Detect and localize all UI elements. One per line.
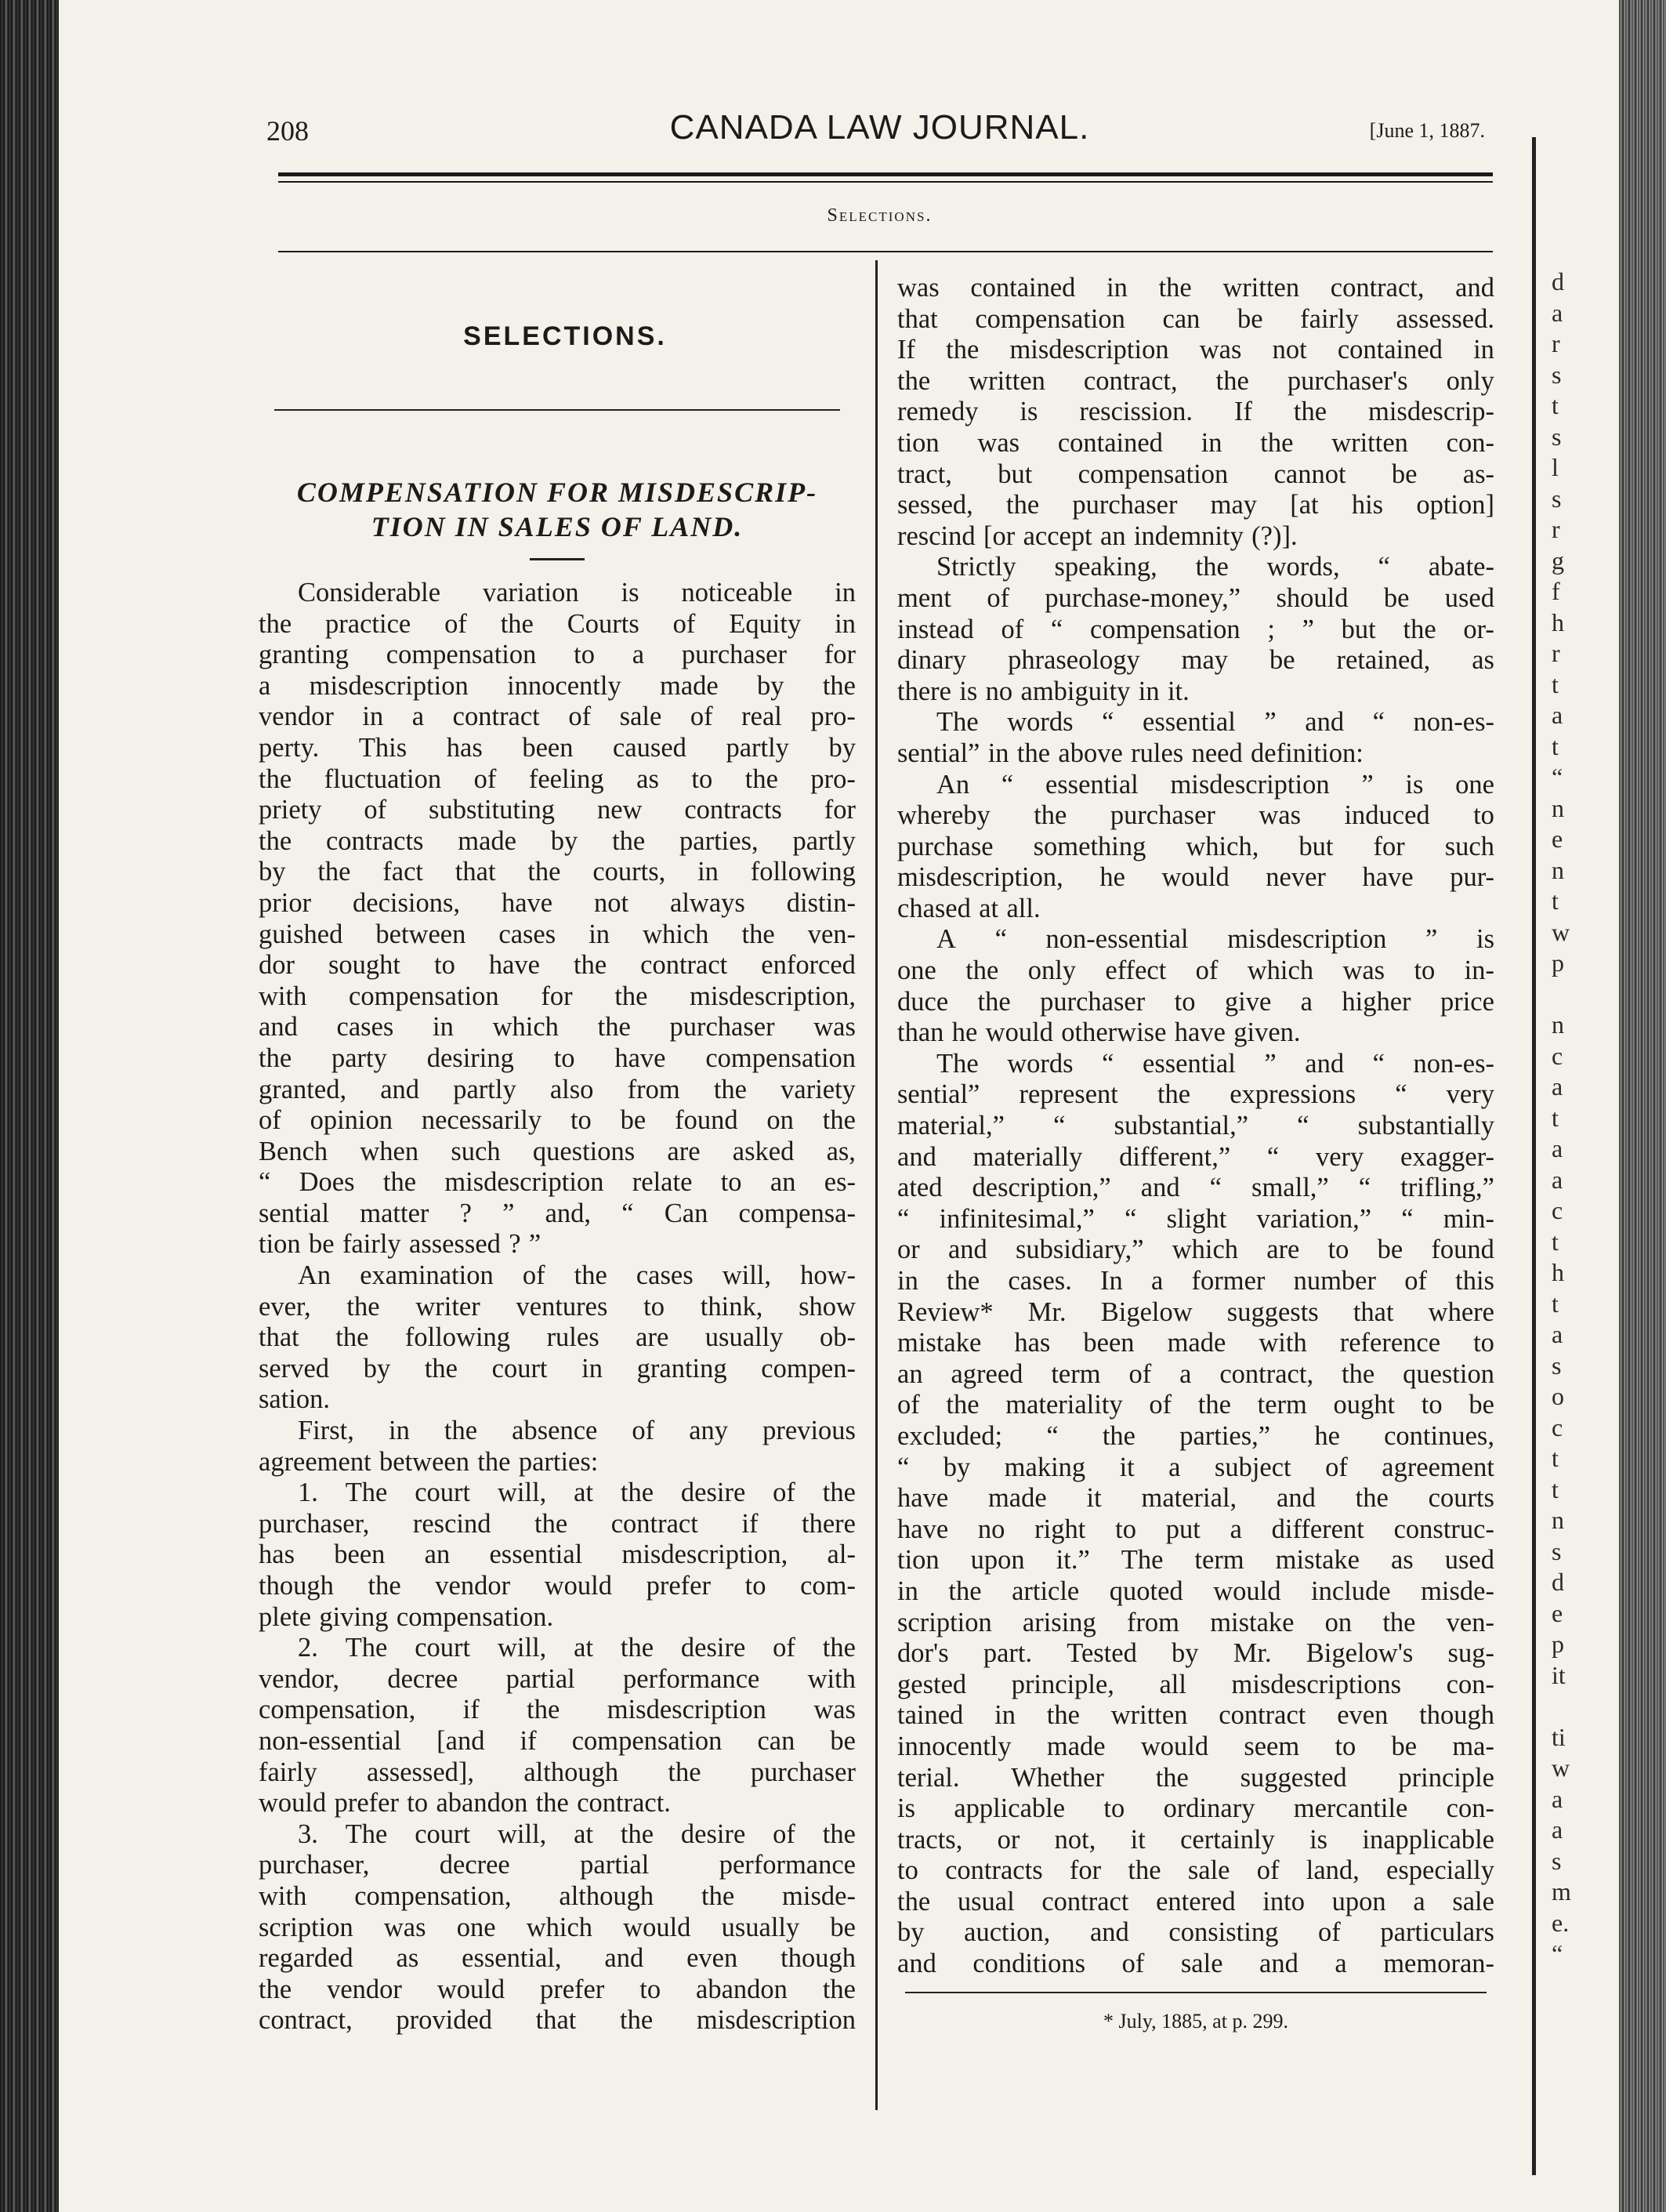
text-line: that the following rules are usually ob- bbox=[259, 1322, 856, 1353]
margin-fragment: t bbox=[1552, 887, 1559, 915]
text-line: prior decisions, have not always distin- bbox=[259, 887, 856, 918]
text-line: whereby the purchaser was induced to bbox=[897, 800, 1494, 831]
right-column-body bbox=[897, 273, 1494, 1980]
margin-fragment: w bbox=[1552, 1753, 1570, 1782]
column-divider bbox=[875, 260, 878, 2110]
text-line: and cases in which the purchaser was bbox=[259, 1012, 856, 1043]
text-line: “ Does the misdescription relate to an es- bbox=[259, 1167, 856, 1198]
text-line: chased at all. bbox=[897, 893, 1041, 923]
text-line: material,” “ substantial,” “ substantially bbox=[897, 1111, 1494, 1141]
margin-fragment: a bbox=[1552, 701, 1563, 729]
margin-fragment: a bbox=[1552, 1134, 1563, 1162]
margin-fragment: “ bbox=[1552, 1939, 1563, 1967]
text-line: An “ essential misdescription ” is one bbox=[936, 769, 1494, 800]
margin-fragment: ti bbox=[1552, 1722, 1566, 1751]
margin-fragment: t bbox=[1552, 1474, 1559, 1503]
text-line: the vendor would prefer to abandon the bbox=[259, 1974, 856, 2004]
margin-fragment: n bbox=[1552, 793, 1564, 822]
text-line: tion upon it.” The term mistake as used bbox=[897, 1545, 1494, 1576]
text-line: agreement between the parties: bbox=[259, 1446, 599, 1477]
text-line: the contracts made by the parties, partly bbox=[259, 825, 856, 856]
text-line: has been an essential misdescription, al- bbox=[259, 1539, 856, 1570]
section-title: SELECTIONS. bbox=[463, 321, 667, 351]
text-line: with compensation for the misdescription, bbox=[259, 981, 856, 1011]
text-line: excluded; “ the parties,” he continues, bbox=[897, 1420, 1494, 1451]
margin-fragment: s bbox=[1552, 1536, 1562, 1565]
text-line: was contained in the written contract, and bbox=[897, 273, 1494, 303]
text-line: sation. bbox=[259, 1384, 331, 1415]
margin-fragment: p bbox=[1552, 948, 1564, 977]
text-line: by auction, and consisting of particulars bbox=[897, 1917, 1494, 1948]
right-column bbox=[897, 273, 1494, 2036]
issue-date: [June 1, 1887. bbox=[1369, 119, 1485, 142]
margin-fragment: e. bbox=[1552, 1908, 1570, 1937]
text-line: Review* Mr. Bigelow suggests that where bbox=[897, 1296, 1494, 1327]
text-line: is applicable to ordinary mercantile con- bbox=[897, 1793, 1494, 1824]
text-line: remedy is rescission. If the misdescrip- bbox=[897, 397, 1494, 427]
text-line: 1. The court will, at the desire of the bbox=[298, 1478, 856, 1508]
page-number: 208 bbox=[266, 115, 309, 147]
margin-fragment: t bbox=[1552, 1444, 1559, 1472]
text-line: in the cases. In a former number of this bbox=[897, 1266, 1494, 1296]
text-line: in the article quoted would include misde- bbox=[897, 1576, 1494, 1606]
facing-page-edge bbox=[1619, 0, 1666, 2212]
article-title-line: COMPENSATION FOR MISDESCRIP- bbox=[296, 477, 818, 508]
section-rule bbox=[274, 409, 840, 411]
text-line: 2. The court will, at the desire of the bbox=[298, 1633, 856, 1663]
header-rule-thick bbox=[278, 172, 1493, 176]
text-line: “ by making it a subject of agreement bbox=[897, 1452, 1494, 1482]
margin-fragment: r bbox=[1552, 329, 1560, 357]
text-line: The words “ essential ” and “ non-es- bbox=[936, 1048, 1494, 1079]
text-line: scription was one which would usually be bbox=[259, 1912, 856, 1942]
margin-fragment: a bbox=[1552, 1072, 1563, 1101]
text-line: have made it material, and the courts bbox=[897, 1483, 1494, 1514]
margin-fragment: t bbox=[1552, 731, 1559, 760]
margin-fragment: n bbox=[1552, 855, 1564, 884]
margin-fragment: s bbox=[1552, 1351, 1562, 1380]
text-line: tained in the written contract even though bbox=[897, 1700, 1494, 1731]
text-line: there is no ambiguity in it. bbox=[897, 676, 1190, 706]
text-line: mistake has been made with reference to bbox=[897, 1328, 1494, 1358]
margin-fragment: t bbox=[1552, 1227, 1559, 1256]
text-line: vendor, decree partial performance with bbox=[259, 1663, 856, 1694]
text-line: the written contract, the purchaser's only bbox=[897, 365, 1494, 396]
left-column-body bbox=[259, 578, 856, 2036]
text-line: a misdescription innocently made by the bbox=[259, 670, 856, 701]
text-line: guished between cases in which the ven- bbox=[259, 919, 856, 949]
text-line: of opinion necessarily to be found on the bbox=[259, 1105, 856, 1136]
text-line: gested principle, all misdescriptions con- bbox=[897, 1669, 1494, 1699]
text-line: with compensation, although the misde- bbox=[259, 1880, 856, 1911]
text-line: duce the purchaser to give a higher price bbox=[897, 986, 1494, 1017]
margin-fragment: a bbox=[1552, 1320, 1563, 1348]
margin-fragment: n bbox=[1552, 1506, 1564, 1534]
text-line: granting compensation to a purchaser for bbox=[259, 640, 856, 670]
text-line: the practice of the Courts of Equity in bbox=[259, 608, 856, 639]
text-line: purchase something which, but for such bbox=[897, 831, 1494, 861]
text-line: purchaser, rescind the contract if there bbox=[259, 1508, 856, 1539]
margin-fragment: m bbox=[1552, 1877, 1571, 1906]
text-line: regarded as essential, and even though bbox=[259, 1943, 856, 1974]
text-line: purchaser, decree partial performance bbox=[259, 1850, 856, 1880]
text-line: non-essential [and if compensation can be bbox=[259, 1725, 856, 1756]
text-line: instead of “ compensation ; ” but the or- bbox=[897, 614, 1494, 644]
left-column bbox=[259, 257, 856, 2036]
margin-fragment: w bbox=[1552, 917, 1570, 946]
margin-fragment: c bbox=[1552, 1041, 1563, 1070]
margin-fragment: t bbox=[1552, 391, 1559, 419]
margin-fragment: a bbox=[1552, 298, 1563, 327]
text-line: and conditions of sale and a memoran- bbox=[897, 1949, 1494, 1979]
margin-fragment: d bbox=[1552, 267, 1564, 296]
book-binding-edge bbox=[0, 0, 59, 2212]
running-head: Selections. bbox=[827, 205, 933, 226]
margin-fragment: g bbox=[1552, 546, 1564, 575]
text-line: A “ non-essential misdescription ” is bbox=[936, 924, 1494, 955]
text-line: innocently made would seem to be ma- bbox=[897, 1731, 1494, 1761]
margin-fragment: it bbox=[1552, 1660, 1566, 1689]
margin-fragment: n bbox=[1552, 1010, 1564, 1039]
text-line: scription arising from mistake on the ven- bbox=[897, 1607, 1494, 1637]
text-line: the usual contract entered into upon a sale bbox=[897, 1886, 1494, 1916]
facing-page-text-fragments bbox=[1552, 267, 1587, 1970]
text-line: served by the court in granting compen- bbox=[259, 1353, 856, 1383]
running-head-rule bbox=[278, 251, 1493, 252]
margin-fragment: d bbox=[1552, 1568, 1564, 1596]
text-line: tion be fairly assessed ? ” bbox=[259, 1229, 541, 1260]
text-line: terial. Whether the suggested principle bbox=[897, 1762, 1494, 1793]
text-line: would prefer to abandon the contract. bbox=[259, 1788, 671, 1819]
page-header bbox=[266, 108, 1493, 155]
text-line: though the vendor would prefer to com- bbox=[259, 1571, 856, 1601]
margin-fragment: f bbox=[1552, 577, 1560, 605]
text-line: dor sought to have the contract enforced bbox=[259, 950, 856, 981]
text-line: that compensation can be fairly assessed. bbox=[897, 303, 1494, 334]
text-line: to contracts for the sale of land, especially bbox=[897, 1855, 1494, 1886]
text-line: ever, the writer ventures to think, show bbox=[259, 1291, 856, 1322]
text-line: of the materiality of the term ought to be bbox=[897, 1390, 1494, 1420]
text-line: Strictly speaking, the words, “ abate- bbox=[936, 552, 1494, 582]
text-line: dinary phraseology may be retained, as bbox=[897, 645, 1494, 676]
text-line: tract, but compensation cannot be as- bbox=[897, 459, 1494, 489]
margin-fragment: l bbox=[1552, 453, 1559, 481]
text-line: An examination of the cases will, how- bbox=[298, 1260, 856, 1291]
text-line: sential” represent the expressions “ very bbox=[897, 1079, 1494, 1110]
margin-fragment: c bbox=[1552, 1196, 1563, 1224]
text-line: fairly assessed], although the purchaser bbox=[259, 1757, 856, 1787]
text-line: If the misdescription was not contained in bbox=[897, 335, 1494, 365]
page-gutter-line bbox=[1532, 137, 1536, 2175]
text-line: compensation, if the misdescription was bbox=[259, 1695, 856, 1725]
title-rule bbox=[530, 558, 585, 560]
text-line: rescind [or accept an indemnity (?)]. bbox=[897, 520, 1298, 551]
text-line: Considerable variation is noticeable in bbox=[298, 578, 856, 607]
text-line: tracts, or not, it certainly is inapplicable bbox=[897, 1824, 1494, 1855]
text-line: contract, provided that the misdescription bbox=[259, 2005, 856, 2036]
margin-fragment: t bbox=[1552, 669, 1559, 698]
text-line: Bench when such questions are asked as, bbox=[259, 1136, 856, 1166]
text-line: dor's part. Tested by Mr. Bigelow's sug- bbox=[897, 1638, 1494, 1669]
margin-fragment: a bbox=[1552, 1815, 1563, 1844]
footnote-rule bbox=[905, 1992, 1487, 1993]
text-line: an agreed term of a contract, the question bbox=[897, 1358, 1494, 1389]
margin-fragment: r bbox=[1552, 515, 1560, 543]
margin-fragment: a bbox=[1552, 1784, 1563, 1813]
journal-title: CANADA LAW JOURNAL. bbox=[669, 108, 1090, 147]
header-rule-thin bbox=[278, 181, 1493, 183]
margin-fragment: s bbox=[1552, 360, 1562, 389]
margin-fragment: e bbox=[1552, 825, 1563, 853]
text-line: granted, and partly also from the variety bbox=[259, 1074, 856, 1104]
text-line: sential matter ? ” and, “ Can compensa- bbox=[259, 1198, 856, 1228]
text-line: plete giving compensation. bbox=[259, 1601, 554, 1632]
text-line: misdescription, he would never have pur- bbox=[897, 862, 1494, 893]
text-line: or and subsidiary,” which are to be found bbox=[897, 1235, 1494, 1265]
text-line: perty. This has been caused partly by bbox=[259, 732, 856, 763]
text-line: have no right to put a different construc- bbox=[897, 1514, 1494, 1544]
text-line: sessed, the purchaser may [at his option] bbox=[897, 490, 1494, 520]
margin-fragment bbox=[1552, 1691, 1587, 1722]
margin-fragment: c bbox=[1552, 1412, 1563, 1441]
text-line: The words “ essential ” and “ non-es- bbox=[936, 707, 1494, 738]
text-line: and materially different,” “ very exagger- bbox=[897, 1141, 1494, 1172]
article-title bbox=[259, 475, 856, 544]
text-line: one the only effect of which was to in- bbox=[897, 956, 1494, 986]
text-line: ment of purchase-money,” should be used bbox=[897, 582, 1494, 613]
margin-fragment: h bbox=[1552, 607, 1564, 636]
text-line: by the fact that the courts, in following bbox=[259, 857, 856, 887]
text-line: the party desiring to have compensation bbox=[259, 1043, 856, 1073]
text-line: than he would otherwise have given. bbox=[897, 1017, 1301, 1048]
text-line: ated description,” and “ small,” “ trifling,” bbox=[897, 1173, 1494, 1203]
article-title-line: TION IN SALES OF LAND. bbox=[371, 511, 744, 542]
footnote: * July, 1885, at p. 299. bbox=[1103, 2009, 1288, 2033]
text-line: 3. The court will, at the desire of the bbox=[298, 1819, 856, 1849]
text-line: the fluctuation of feeling as to the pro- bbox=[259, 763, 856, 794]
margin-fragment: “ bbox=[1552, 763, 1563, 791]
margin-fragment: s bbox=[1552, 1846, 1562, 1875]
text-line: priety of substituting new contracts for bbox=[259, 795, 856, 825]
text-line: vendor in a contract of sale of real pro- bbox=[259, 702, 856, 732]
margin-fragment: s bbox=[1552, 422, 1562, 451]
margin-fragment: p bbox=[1552, 1630, 1564, 1658]
margin-fragment: s bbox=[1552, 484, 1562, 513]
text-line: sential” in the above rules need definition: bbox=[897, 738, 1364, 768]
margin-fragment: t bbox=[1552, 1289, 1559, 1318]
margin-fragment: h bbox=[1552, 1258, 1564, 1286]
text-line: “ infinitesimal,” “ slight variation,” “ min- bbox=[897, 1203, 1494, 1234]
margin-fragment bbox=[1552, 979, 1587, 1010]
margin-fragment: o bbox=[1552, 1382, 1564, 1410]
margin-fragment: e bbox=[1552, 1598, 1563, 1627]
text-line: tion was contained in the written con- bbox=[897, 427, 1494, 458]
margin-fragment: t bbox=[1552, 1103, 1559, 1132]
margin-fragment: r bbox=[1552, 639, 1560, 667]
text-line: First, in the absence of any previous bbox=[298, 1416, 856, 1446]
margin-fragment: a bbox=[1552, 1165, 1563, 1194]
